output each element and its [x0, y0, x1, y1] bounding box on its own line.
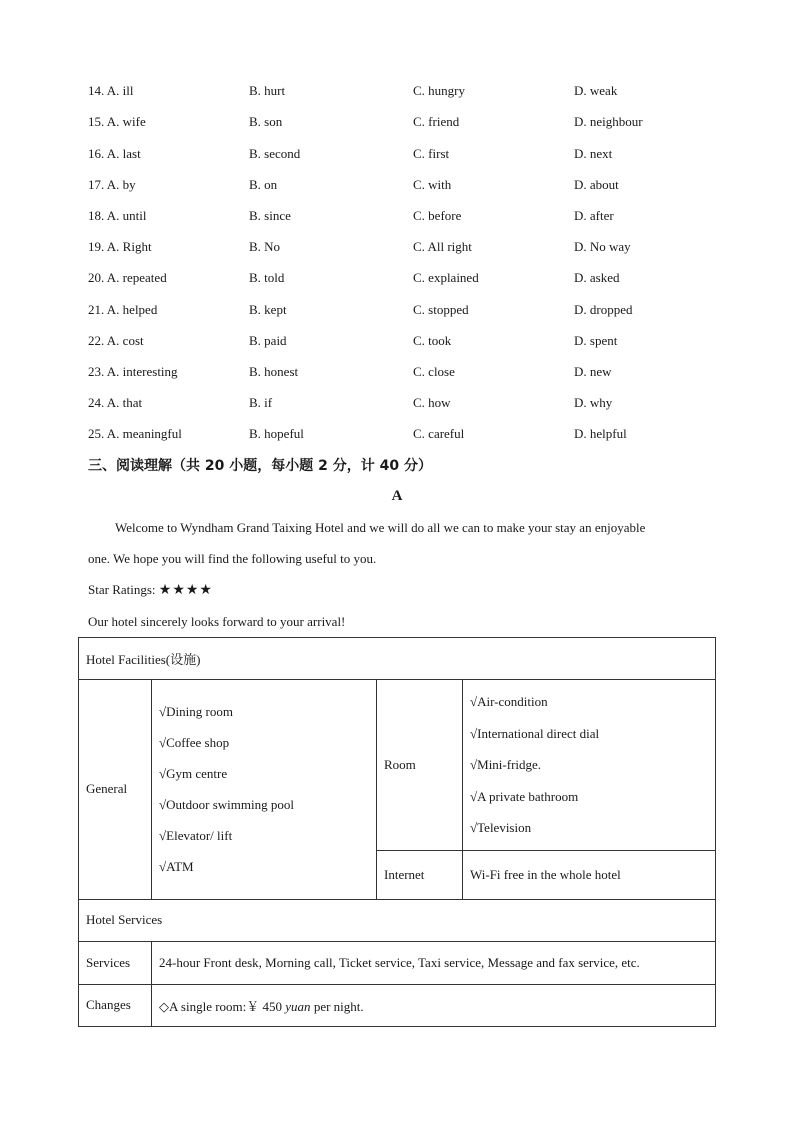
option-b: B. paid — [249, 333, 287, 348]
changes-value — [152, 984, 716, 1026]
question-row — [0, 300, 794, 320]
general-items — [152, 680, 377, 900]
option-a: 14. A. ill — [88, 83, 134, 98]
services-header: Hotel Services — [79, 899, 716, 941]
question-row — [0, 206, 794, 226]
question-row — [0, 144, 794, 164]
option-a: 20. A. repeated — [88, 270, 167, 285]
section-title: 三、阅读理解（共 20 小题，每小题 2 分，计 40 分） — [88, 458, 432, 474]
changes-prefix: ◇A single room:￥ 450 — [159, 998, 286, 1014]
option-c: C. how — [413, 395, 451, 410]
internet-value: Wi-Fi free in the whole hotel — [463, 850, 716, 899]
question-row — [0, 362, 794, 382]
option-d: D. neighbour — [574, 114, 643, 129]
option-b: B. kept — [249, 302, 287, 317]
option-a: 17. A. by — [88, 177, 136, 192]
option-d: D. spent — [574, 333, 618, 348]
general-item: √Coffee shop — [159, 735, 230, 751]
option-b: B. if — [249, 395, 273, 410]
star-rating-icons: ★★★★ — [158, 583, 213, 598]
general-item: √Dining room — [159, 704, 233, 720]
option-c: C. with — [413, 177, 452, 192]
internet-label: Internet — [377, 850, 463, 899]
option-d: D. weak — [574, 83, 618, 98]
room-item: √Television — [470, 820, 532, 835]
room-items — [463, 680, 716, 851]
option-d: D. dropped — [574, 302, 633, 317]
option-c: C. before — [413, 208, 462, 223]
room-item: √A private bathroom — [470, 788, 579, 804]
facilities-header: Hotel Facilities(设施) — [79, 638, 716, 680]
services-value: 24-hour Front desk, Morning call, Ticket service, Taxi service, Message and fax service, etc. — [152, 941, 716, 984]
option-a: 19. A. Right — [88, 239, 152, 254]
option-a: 24. A. that — [88, 395, 143, 410]
option-a: 21. A. helped — [88, 302, 158, 317]
option-a: 25. A. meaningful — [88, 426, 182, 441]
question-row — [0, 393, 794, 413]
option-a: 16. A. last — [88, 146, 141, 161]
option-b: B. hurt — [249, 83, 286, 98]
room-item: √International direct dial — [470, 725, 600, 741]
option-b: B. honest — [249, 364, 299, 379]
question-row — [0, 424, 794, 444]
intro-line-1: Welcome to Wyndham Grand Taixing Hotel and we will do all we can to make your stay an enjoyable — [115, 520, 646, 535]
arrival-line: Our hotel sincerely looks forward to your arrival! — [88, 614, 346, 629]
intro-line-2: one. We hope you will find the following useful to you. — [88, 551, 377, 566]
room-item: √Air-condition — [470, 694, 548, 709]
option-a: 15. A. wife — [88, 114, 146, 129]
services-label: Services — [79, 941, 152, 984]
option-b: B. son — [249, 114, 283, 129]
option-d: D. No way — [574, 239, 631, 254]
general-item: √Outdoor swimming pool — [159, 797, 294, 813]
changes-unit: yuan — [285, 998, 311, 1014]
option-a: 22. A. cost — [88, 333, 144, 348]
option-d: D. after — [574, 208, 614, 223]
question-row — [0, 268, 794, 288]
option-c: C. hungry — [413, 83, 465, 98]
option-b: B. second — [249, 146, 301, 161]
option-a: 18. A. until — [88, 208, 147, 223]
general-item: √ATM — [159, 859, 194, 875]
question-row — [0, 81, 794, 101]
question-row — [0, 237, 794, 257]
option-c: C. close — [413, 364, 455, 379]
star-ratings — [88, 581, 213, 600]
option-c: C. stopped — [413, 302, 469, 317]
option-b: B. on — [249, 177, 278, 192]
option-c: C. explained — [413, 270, 479, 285]
option-c: C. friend — [413, 114, 460, 129]
question-row — [0, 331, 794, 351]
option-d: D. helpful — [574, 426, 627, 441]
general-item: √Elevator/ lift — [159, 828, 233, 844]
option-a: 23. A. interesting — [88, 364, 178, 379]
changes-label: Changes — [79, 984, 152, 1026]
passage-title: A — [391, 488, 403, 504]
option-c: C. careful — [413, 426, 465, 441]
option-b: B. since — [249, 208, 291, 223]
option-d: D. new — [574, 364, 612, 379]
option-b: B. hopeful — [249, 426, 304, 441]
star-ratings-label: Star Ratings: — [88, 582, 159, 597]
question-row — [0, 112, 794, 132]
option-b: B. No — [249, 239, 281, 254]
option-c: C. first — [413, 146, 450, 161]
hotel-info-table — [78, 637, 716, 1027]
question-row — [0, 175, 794, 195]
general-label: General — [79, 680, 152, 900]
option-d: D. asked — [574, 270, 620, 285]
option-d: D. why — [574, 395, 613, 410]
room-item: √Mini-fridge. — [470, 757, 542, 772]
room-label: Room — [377, 680, 463, 851]
option-d: D. next — [574, 146, 613, 161]
general-item: √Gym centre — [159, 766, 228, 782]
option-b: B. told — [249, 270, 285, 285]
option-c: C. All right — [413, 239, 472, 254]
changes-suffix: per night. — [310, 998, 364, 1014]
option-c: C. took — [413, 333, 452, 348]
option-d: D. about — [574, 177, 619, 192]
